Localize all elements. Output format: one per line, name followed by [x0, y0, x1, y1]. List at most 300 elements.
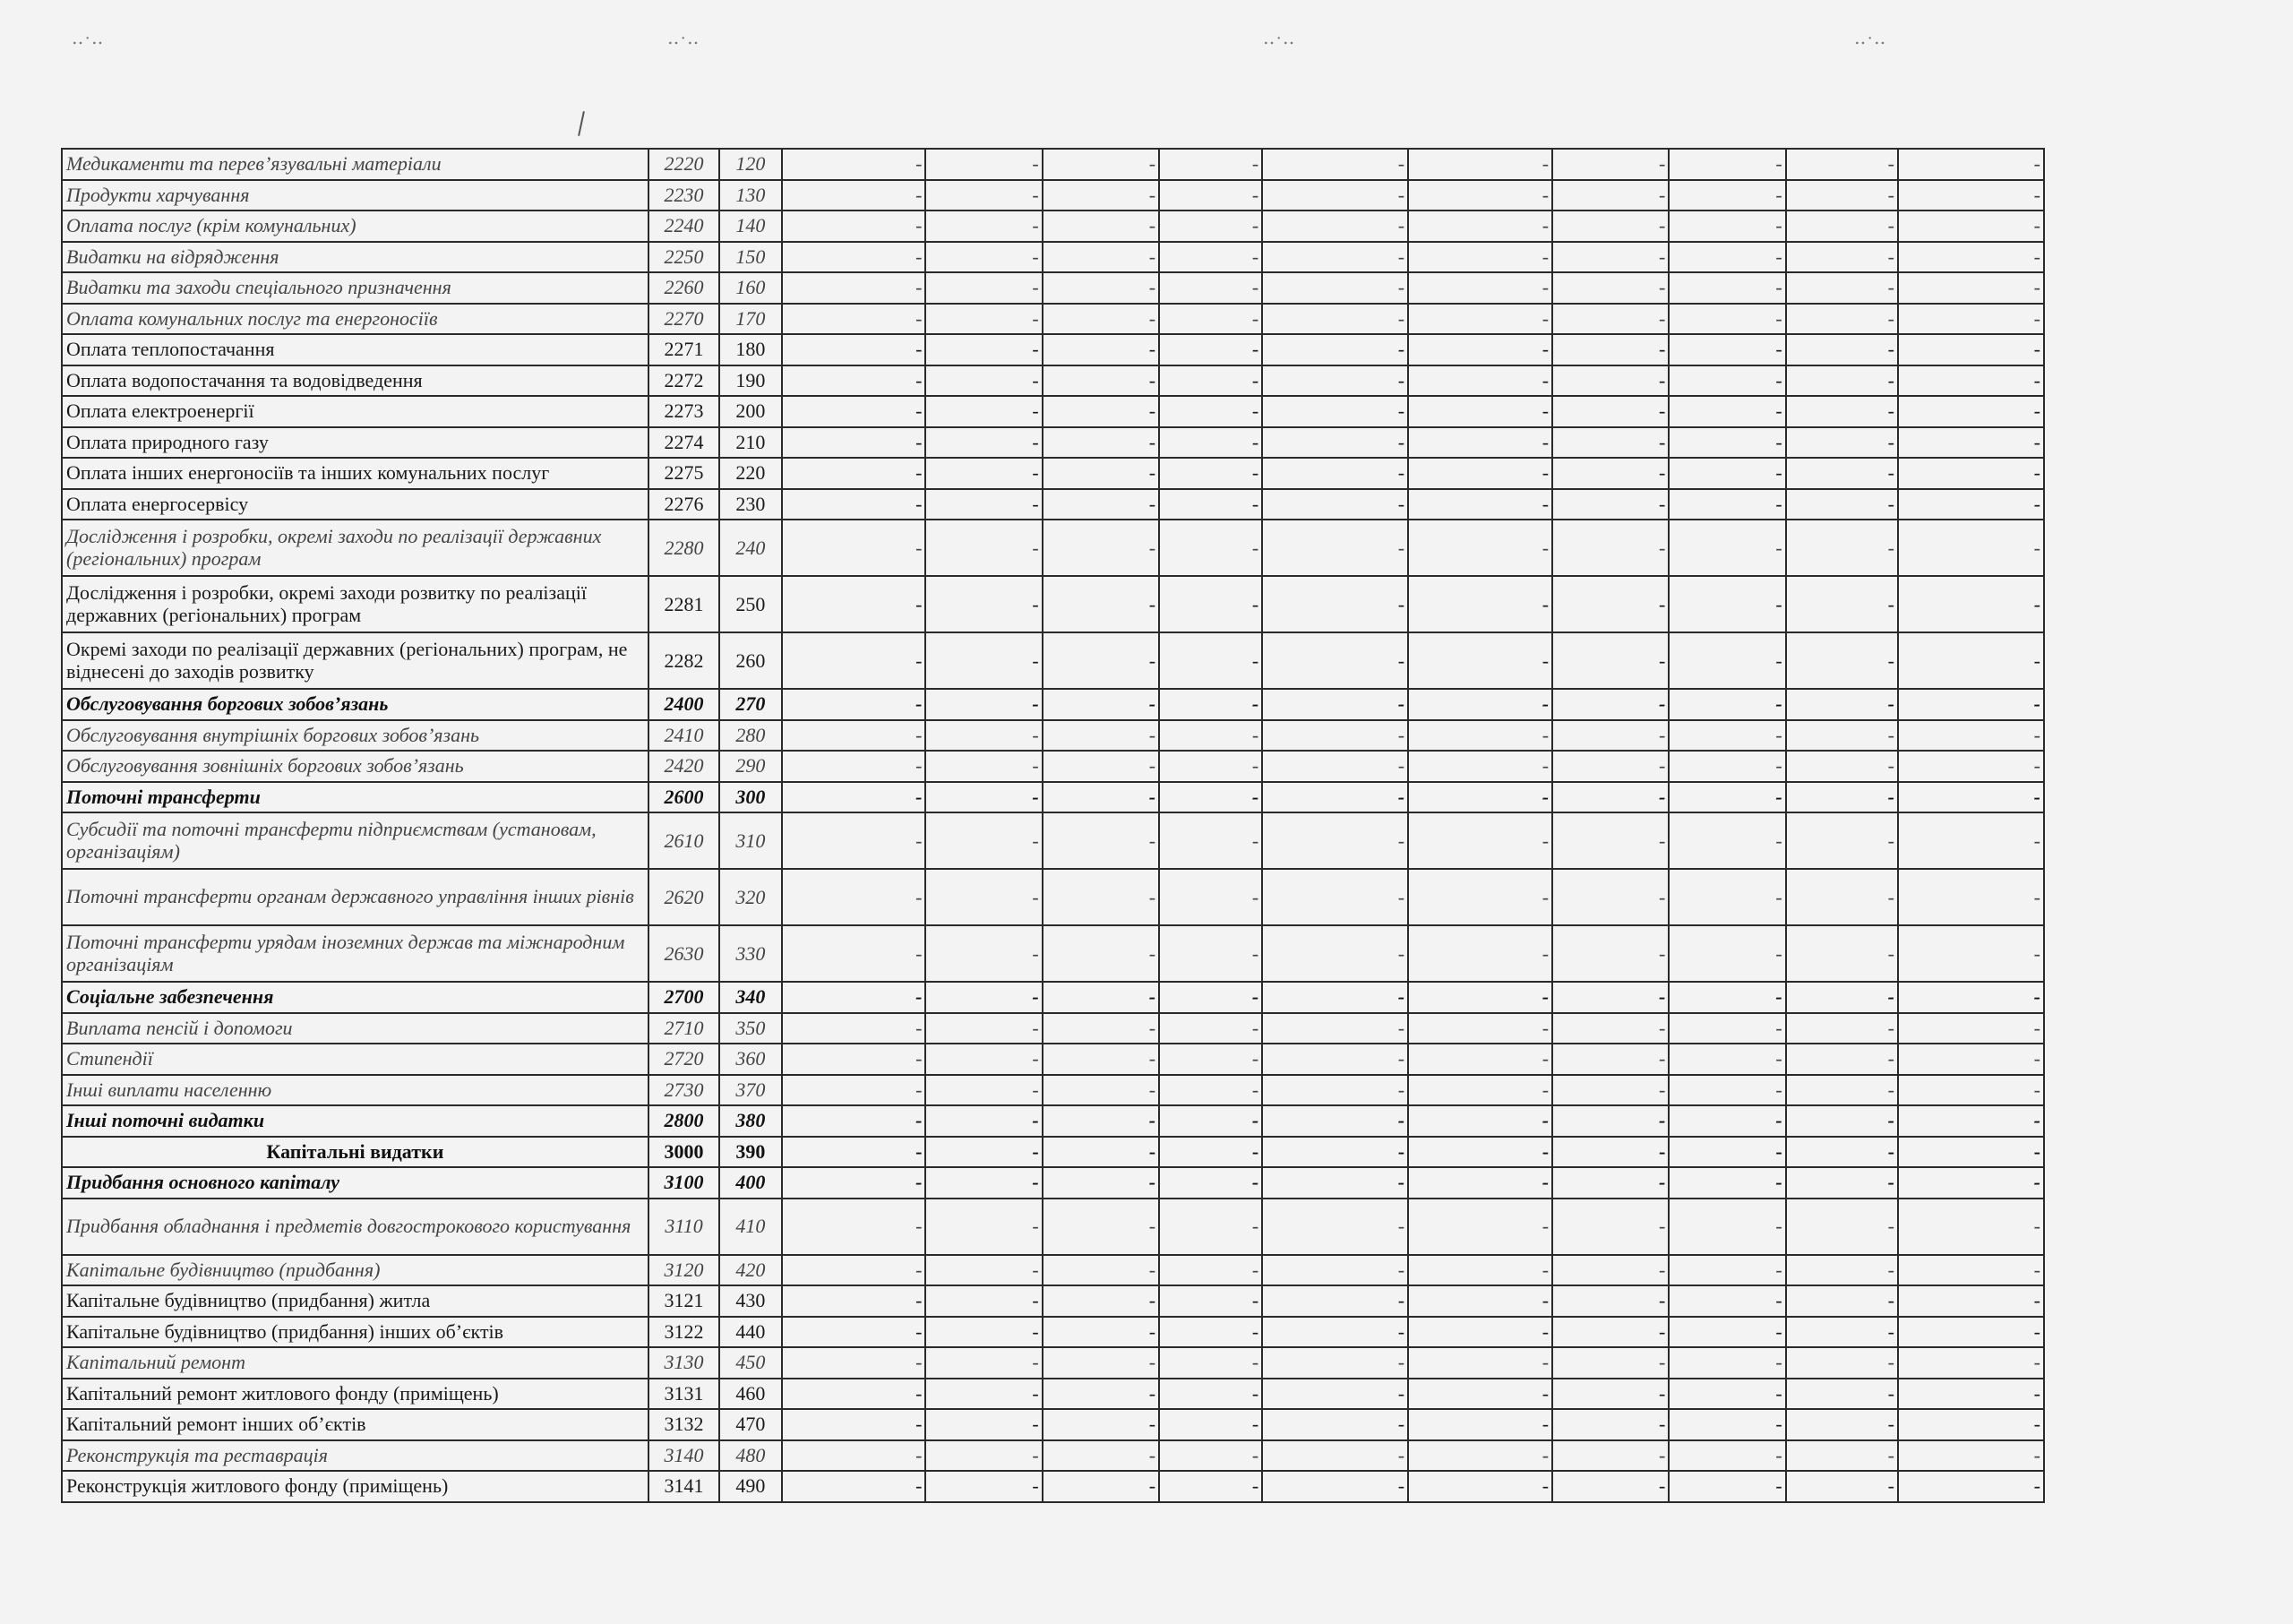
line-code-cell: 160: [719, 272, 781, 304]
row-name-cell: Видатки та заходи спеціального призначення: [62, 272, 648, 304]
value-cell: -: [1669, 427, 1785, 459]
table-row: [62, 1440, 2044, 1472]
value-cell: -: [925, 869, 1042, 925]
row-name-cell: Оплата енергосервісу: [62, 489, 648, 520]
value-cell: -: [1898, 812, 2044, 869]
value-cell: -: [1898, 782, 2044, 813]
value-cell: -: [1552, 242, 1669, 273]
value-cell: -: [1898, 925, 2044, 982]
value-cell: -: [1159, 720, 1262, 752]
value-cell: -: [925, 1075, 1042, 1106]
value-cell: -: [1786, 396, 1898, 427]
value-cell: -: [1552, 1199, 1669, 1255]
value-cell: -: [1669, 180, 1785, 211]
value-cell: -: [1408, 427, 1552, 459]
line-code-cell: 340: [719, 982, 781, 1013]
value-cell: -: [1408, 489, 1552, 520]
value-cell: -: [925, 1285, 1042, 1317]
value-cell: -: [1786, 365, 1898, 397]
table-row: [62, 396, 2044, 427]
value-cell: -: [1043, 1255, 1159, 1286]
value-cell: -: [1159, 242, 1262, 273]
value-cell: -: [1043, 982, 1159, 1013]
value-cell: -: [782, 982, 926, 1013]
value-cell: -: [925, 211, 1042, 242]
row-name-cell: Стипендії: [62, 1044, 648, 1075]
kekv-code-cell: 2270: [648, 304, 719, 335]
value-cell: -: [1786, 272, 1898, 304]
table-row: [62, 427, 2044, 459]
line-code-cell: 390: [719, 1137, 781, 1168]
value-cell: -: [1786, 751, 1898, 782]
value-cell: -: [1669, 520, 1785, 576]
value-cell: -: [1408, 1285, 1552, 1317]
value-cell: -: [1669, 925, 1785, 982]
value-cell: -: [925, 242, 1042, 273]
value-cell: -: [782, 427, 926, 459]
value-cell: -: [1669, 489, 1785, 520]
value-cell: -: [1669, 1347, 1785, 1379]
value-cell: -: [1898, 632, 2044, 689]
value-cell: -: [1786, 304, 1898, 335]
line-code-cell: 370: [719, 1075, 781, 1106]
value-cell: -: [1043, 632, 1159, 689]
table-row: [62, 304, 2044, 335]
value-cell: -: [1898, 1317, 2044, 1348]
value-cell: -: [1159, 272, 1262, 304]
value-cell: -: [925, 720, 1042, 752]
kekv-code-cell: 3000: [648, 1137, 719, 1168]
value-cell: -: [782, 576, 926, 632]
value-cell: -: [1786, 1199, 1898, 1255]
value-cell: -: [1552, 782, 1669, 813]
table-row: [62, 982, 2044, 1013]
value-cell: -: [1552, 149, 1669, 180]
row-name-cell: Оплата електроенергії: [62, 396, 648, 427]
value-cell: -: [1669, 1105, 1785, 1137]
value-cell: -: [1669, 365, 1785, 397]
row-name-cell: Видатки на відрядження: [62, 242, 648, 273]
value-cell: -: [1043, 365, 1159, 397]
value-cell: -: [1898, 576, 2044, 632]
value-cell: -: [1552, 925, 1669, 982]
value-cell: -: [1898, 1285, 2044, 1317]
table-row: [62, 1105, 2044, 1137]
value-cell: -: [925, 458, 1042, 489]
table-row: [62, 211, 2044, 242]
value-cell: -: [1786, 1137, 1898, 1168]
value-cell: -: [925, 812, 1042, 869]
value-cell: -: [1159, 1167, 1262, 1199]
value-cell: -: [1552, 1409, 1669, 1440]
row-name-cell: Медикаменти та перев’язувальні матеріали: [62, 149, 648, 180]
value-cell: -: [1408, 1471, 1552, 1502]
value-cell: -: [1159, 396, 1262, 427]
value-cell: -: [925, 982, 1042, 1013]
value-cell: -: [1043, 1105, 1159, 1137]
value-cell: -: [1043, 334, 1159, 365]
row-name-cell: Поточні трансферти: [62, 782, 648, 813]
kekv-code-cell: 3141: [648, 1471, 719, 1502]
value-cell: -: [925, 1379, 1042, 1410]
line-code-cell: 250: [719, 576, 781, 632]
value-cell: -: [1262, 334, 1408, 365]
value-cell: -: [1898, 869, 2044, 925]
kekv-code-cell: 3140: [648, 1440, 719, 1472]
value-cell: -: [1898, 149, 2044, 180]
value-cell: -: [1786, 1167, 1898, 1199]
row-name-cell: Придбання основного капіталу: [62, 1167, 648, 1199]
value-cell: -: [1043, 576, 1159, 632]
table-row: [62, 180, 2044, 211]
value-cell: -: [1786, 1285, 1898, 1317]
value-cell: -: [1552, 1379, 1669, 1410]
value-cell: -: [782, 812, 926, 869]
value-cell: -: [1408, 782, 1552, 813]
value-cell: -: [1262, 1317, 1408, 1348]
kekv-code-cell: 2275: [648, 458, 719, 489]
kekv-code-cell: 2230: [648, 180, 719, 211]
value-cell: -: [782, 1075, 926, 1106]
value-cell: -: [1043, 1013, 1159, 1044]
budget-table: [61, 148, 2045, 1503]
value-cell: -: [1043, 869, 1159, 925]
value-cell: -: [1159, 869, 1262, 925]
row-name-cell: Інші виплати населенню: [62, 1075, 648, 1106]
value-cell: -: [782, 242, 926, 273]
value-cell: -: [1159, 211, 1262, 242]
value-cell: -: [1262, 1167, 1408, 1199]
value-cell: -: [1786, 782, 1898, 813]
value-cell: -: [1898, 1105, 2044, 1137]
value-cell: -: [1552, 1347, 1669, 1379]
value-cell: -: [1408, 365, 1552, 397]
row-name-cell: Оплата інших енергоносіїв та інших комунальних послуг: [62, 458, 648, 489]
value-cell: -: [782, 272, 926, 304]
value-cell: -: [782, 458, 926, 489]
value-cell: -: [1043, 489, 1159, 520]
value-cell: -: [1786, 520, 1898, 576]
value-cell: -: [782, 1167, 926, 1199]
kekv-code-cell: 3110: [648, 1199, 719, 1255]
kekv-code-cell: 2710: [648, 1013, 719, 1044]
value-cell: -: [1408, 1013, 1552, 1044]
kekv-code-cell: 2276: [648, 489, 719, 520]
value-cell: -: [1262, 489, 1408, 520]
value-cell: -: [1408, 520, 1552, 576]
value-cell: -: [925, 1317, 1042, 1348]
value-cell: -: [1159, 520, 1262, 576]
line-code-cell: 150: [719, 242, 781, 273]
value-cell: -: [782, 334, 926, 365]
value-cell: -: [1159, 458, 1262, 489]
budget-table-body: [62, 149, 2044, 1502]
kekv-code-cell: 2800: [648, 1105, 719, 1137]
kekv-code-cell: 2610: [648, 812, 719, 869]
value-cell: -: [1669, 689, 1785, 720]
value-cell: -: [1043, 689, 1159, 720]
kekv-code-cell: 2281: [648, 576, 719, 632]
value-cell: -: [1408, 689, 1552, 720]
kekv-code-cell: 2600: [648, 782, 719, 813]
value-cell: -: [1262, 427, 1408, 459]
kekv-code-cell: 2220: [648, 149, 719, 180]
line-code-cell: 440: [719, 1317, 781, 1348]
kekv-code-cell: 2700: [648, 982, 719, 1013]
value-cell: -: [1043, 782, 1159, 813]
kekv-code-cell: 2620: [648, 869, 719, 925]
row-name-cell: Поточні трансферти урядам іноземних держав та міжнародним організаціям: [62, 925, 648, 982]
value-cell: -: [1408, 211, 1552, 242]
table-row: [62, 689, 2044, 720]
line-code-cell: 210: [719, 427, 781, 459]
row-name-cell: Оплата теплопостачання: [62, 334, 648, 365]
value-cell: -: [925, 520, 1042, 576]
line-code-cell: 130: [719, 180, 781, 211]
value-cell: -: [1898, 1255, 2044, 1286]
value-cell: -: [1669, 304, 1785, 335]
value-cell: -: [1043, 1347, 1159, 1379]
table-row: [62, 1347, 2044, 1379]
value-cell: -: [1159, 1137, 1262, 1168]
value-cell: -: [1262, 1044, 1408, 1075]
scan-artifact: ‥·‥: [1263, 29, 1296, 48]
value-cell: -: [1898, 304, 2044, 335]
row-name-cell: Соціальне забезпечення: [62, 982, 648, 1013]
value-cell: -: [1898, 458, 2044, 489]
value-cell: -: [1898, 751, 2044, 782]
value-cell: -: [782, 720, 926, 752]
value-cell: -: [1552, 272, 1669, 304]
line-code-cell: 220: [719, 458, 781, 489]
value-cell: -: [782, 1471, 926, 1502]
value-cell: -: [1669, 1440, 1785, 1472]
value-cell: -: [925, 1167, 1042, 1199]
value-cell: -: [1552, 334, 1669, 365]
value-cell: -: [1043, 1199, 1159, 1255]
value-cell: -: [1552, 1013, 1669, 1044]
value-cell: -: [1159, 1347, 1262, 1379]
value-cell: -: [1552, 632, 1669, 689]
value-cell: -: [925, 489, 1042, 520]
value-cell: -: [1159, 365, 1262, 397]
value-cell: -: [1408, 632, 1552, 689]
row-name-cell: Реконструкція та реставрація: [62, 1440, 648, 1472]
row-name-cell: Інші поточні видатки: [62, 1105, 648, 1137]
value-cell: -: [1159, 751, 1262, 782]
value-cell: -: [1408, 576, 1552, 632]
line-code-cell: 170: [719, 304, 781, 335]
value-cell: -: [1262, 751, 1408, 782]
value-cell: -: [1898, 334, 2044, 365]
line-code-cell: 460: [719, 1379, 781, 1410]
row-name-cell: Субсидії та поточні трансферти підприємствам (установам, організаціям): [62, 812, 648, 869]
value-cell: -: [1669, 1199, 1785, 1255]
value-cell: -: [782, 1379, 926, 1410]
line-code-cell: 320: [719, 869, 781, 925]
value-cell: -: [1408, 751, 1552, 782]
value-cell: -: [925, 1255, 1042, 1286]
value-cell: -: [782, 304, 926, 335]
value-cell: -: [1408, 396, 1552, 427]
value-cell: -: [1043, 812, 1159, 869]
value-cell: -: [1552, 812, 1669, 869]
value-cell: -: [1408, 1075, 1552, 1106]
kekv-code-cell: 2272: [648, 365, 719, 397]
value-cell: -: [782, 520, 926, 576]
value-cell: -: [1669, 576, 1785, 632]
value-cell: -: [782, 211, 926, 242]
value-cell: -: [1669, 1013, 1785, 1044]
row-name-cell: Капітальне будівництво (придбання): [62, 1255, 648, 1286]
row-name-cell: Реконструкція житлового фонду (приміщень): [62, 1471, 648, 1502]
value-cell: -: [1159, 632, 1262, 689]
value-cell: -: [925, 272, 1042, 304]
value-cell: -: [1262, 1255, 1408, 1286]
value-cell: -: [1262, 458, 1408, 489]
value-cell: -: [1159, 304, 1262, 335]
table-row: [62, 1199, 2044, 1255]
value-cell: -: [1898, 1044, 2044, 1075]
value-cell: -: [782, 1255, 926, 1286]
line-code-cell: 290: [719, 751, 781, 782]
value-cell: -: [1898, 180, 2044, 211]
value-cell: -: [782, 1285, 926, 1317]
value-cell: -: [782, 1317, 926, 1348]
value-cell: -: [1262, 211, 1408, 242]
value-cell: -: [1552, 869, 1669, 925]
value-cell: -: [1262, 1105, 1408, 1137]
value-cell: -: [1786, 211, 1898, 242]
value-cell: -: [925, 1105, 1042, 1137]
value-cell: -: [1786, 812, 1898, 869]
row-name-cell: Поточні трансферти органам державного управління інших рівнів: [62, 869, 648, 925]
line-code-cell: 200: [719, 396, 781, 427]
value-cell: -: [1408, 272, 1552, 304]
value-cell: -: [1669, 1075, 1785, 1106]
value-cell: -: [1043, 1285, 1159, 1317]
value-cell: -: [1408, 304, 1552, 335]
value-cell: -: [1262, 925, 1408, 982]
value-cell: -: [1786, 632, 1898, 689]
table-row: [62, 1075, 2044, 1106]
value-cell: -: [1159, 982, 1262, 1013]
value-cell: -: [1159, 1317, 1262, 1348]
kekv-code-cell: 2280: [648, 520, 719, 576]
value-cell: -: [1043, 1409, 1159, 1440]
value-cell: -: [1898, 1471, 2044, 1502]
value-cell: -: [1262, 812, 1408, 869]
value-cell: -: [1669, 1255, 1785, 1286]
line-code-cell: 280: [719, 720, 781, 752]
value-cell: -: [1408, 242, 1552, 273]
value-cell: -: [1408, 180, 1552, 211]
kekv-code-cell: 3121: [648, 1285, 719, 1317]
value-cell: -: [782, 1199, 926, 1255]
value-cell: -: [1898, 396, 2044, 427]
value-cell: -: [1552, 1255, 1669, 1286]
table-row: [62, 720, 2044, 752]
value-cell: -: [1262, 149, 1408, 180]
row-name-cell: Капітальний ремонт інших об’єктів: [62, 1409, 648, 1440]
value-cell: -: [1552, 1285, 1669, 1317]
scan-artifact: [578, 111, 585, 136]
value-cell: -: [1408, 334, 1552, 365]
value-cell: -: [1669, 869, 1785, 925]
table-row: [62, 751, 2044, 782]
value-cell: -: [1552, 211, 1669, 242]
table-row: [62, 869, 2044, 925]
line-code-cell: 310: [719, 812, 781, 869]
table-row: [62, 1285, 2044, 1317]
table-row: [62, 1255, 2044, 1286]
value-cell: -: [1786, 149, 1898, 180]
line-code-cell: 480: [719, 1440, 781, 1472]
table-row: [62, 458, 2044, 489]
value-cell: -: [1043, 1167, 1159, 1199]
value-cell: -: [925, 1137, 1042, 1168]
row-name-cell: Оплата комунальних послуг та енергоносіїв: [62, 304, 648, 335]
value-cell: -: [1262, 1137, 1408, 1168]
table-row: [62, 1044, 2044, 1075]
value-cell: -: [1159, 1013, 1262, 1044]
value-cell: -: [1408, 812, 1552, 869]
value-cell: -: [1786, 689, 1898, 720]
line-code-cell: 350: [719, 1013, 781, 1044]
value-cell: -: [1898, 242, 2044, 273]
value-cell: -: [1552, 1471, 1669, 1502]
value-cell: -: [782, 489, 926, 520]
line-code-cell: 420: [719, 1255, 781, 1286]
row-name-cell: Оплата природного газу: [62, 427, 648, 459]
value-cell: -: [1786, 489, 1898, 520]
value-cell: -: [925, 689, 1042, 720]
value-cell: -: [1898, 427, 2044, 459]
value-cell: -: [1262, 1013, 1408, 1044]
table-row: [62, 365, 2044, 397]
value-cell: -: [1552, 576, 1669, 632]
value-cell: -: [1786, 1013, 1898, 1044]
value-cell: -: [925, 149, 1042, 180]
value-cell: -: [1898, 982, 2044, 1013]
value-cell: -: [782, 1105, 926, 1137]
value-cell: -: [1552, 1440, 1669, 1472]
value-cell: -: [1898, 720, 2044, 752]
kekv-code-cell: 2273: [648, 396, 719, 427]
value-cell: -: [1669, 782, 1785, 813]
value-cell: -: [1898, 1199, 2044, 1255]
value-cell: -: [1262, 272, 1408, 304]
value-cell: -: [1262, 1075, 1408, 1106]
value-cell: -: [925, 925, 1042, 982]
value-cell: -: [1262, 576, 1408, 632]
value-cell: -: [1043, 1317, 1159, 1348]
value-cell: -: [782, 689, 926, 720]
value-cell: -: [1159, 689, 1262, 720]
table-row: [62, 632, 2044, 689]
value-cell: -: [1669, 1471, 1785, 1502]
value-cell: -: [925, 365, 1042, 397]
row-name-cell: Капітальне будівництво (придбання) житла: [62, 1285, 648, 1317]
value-cell: -: [1262, 180, 1408, 211]
value-cell: -: [1043, 149, 1159, 180]
value-cell: -: [1669, 982, 1785, 1013]
line-code-cell: 260: [719, 632, 781, 689]
value-cell: -: [1159, 1440, 1262, 1472]
kekv-code-cell: 3100: [648, 1167, 719, 1199]
value-cell: -: [1552, 304, 1669, 335]
value-cell: -: [1043, 272, 1159, 304]
